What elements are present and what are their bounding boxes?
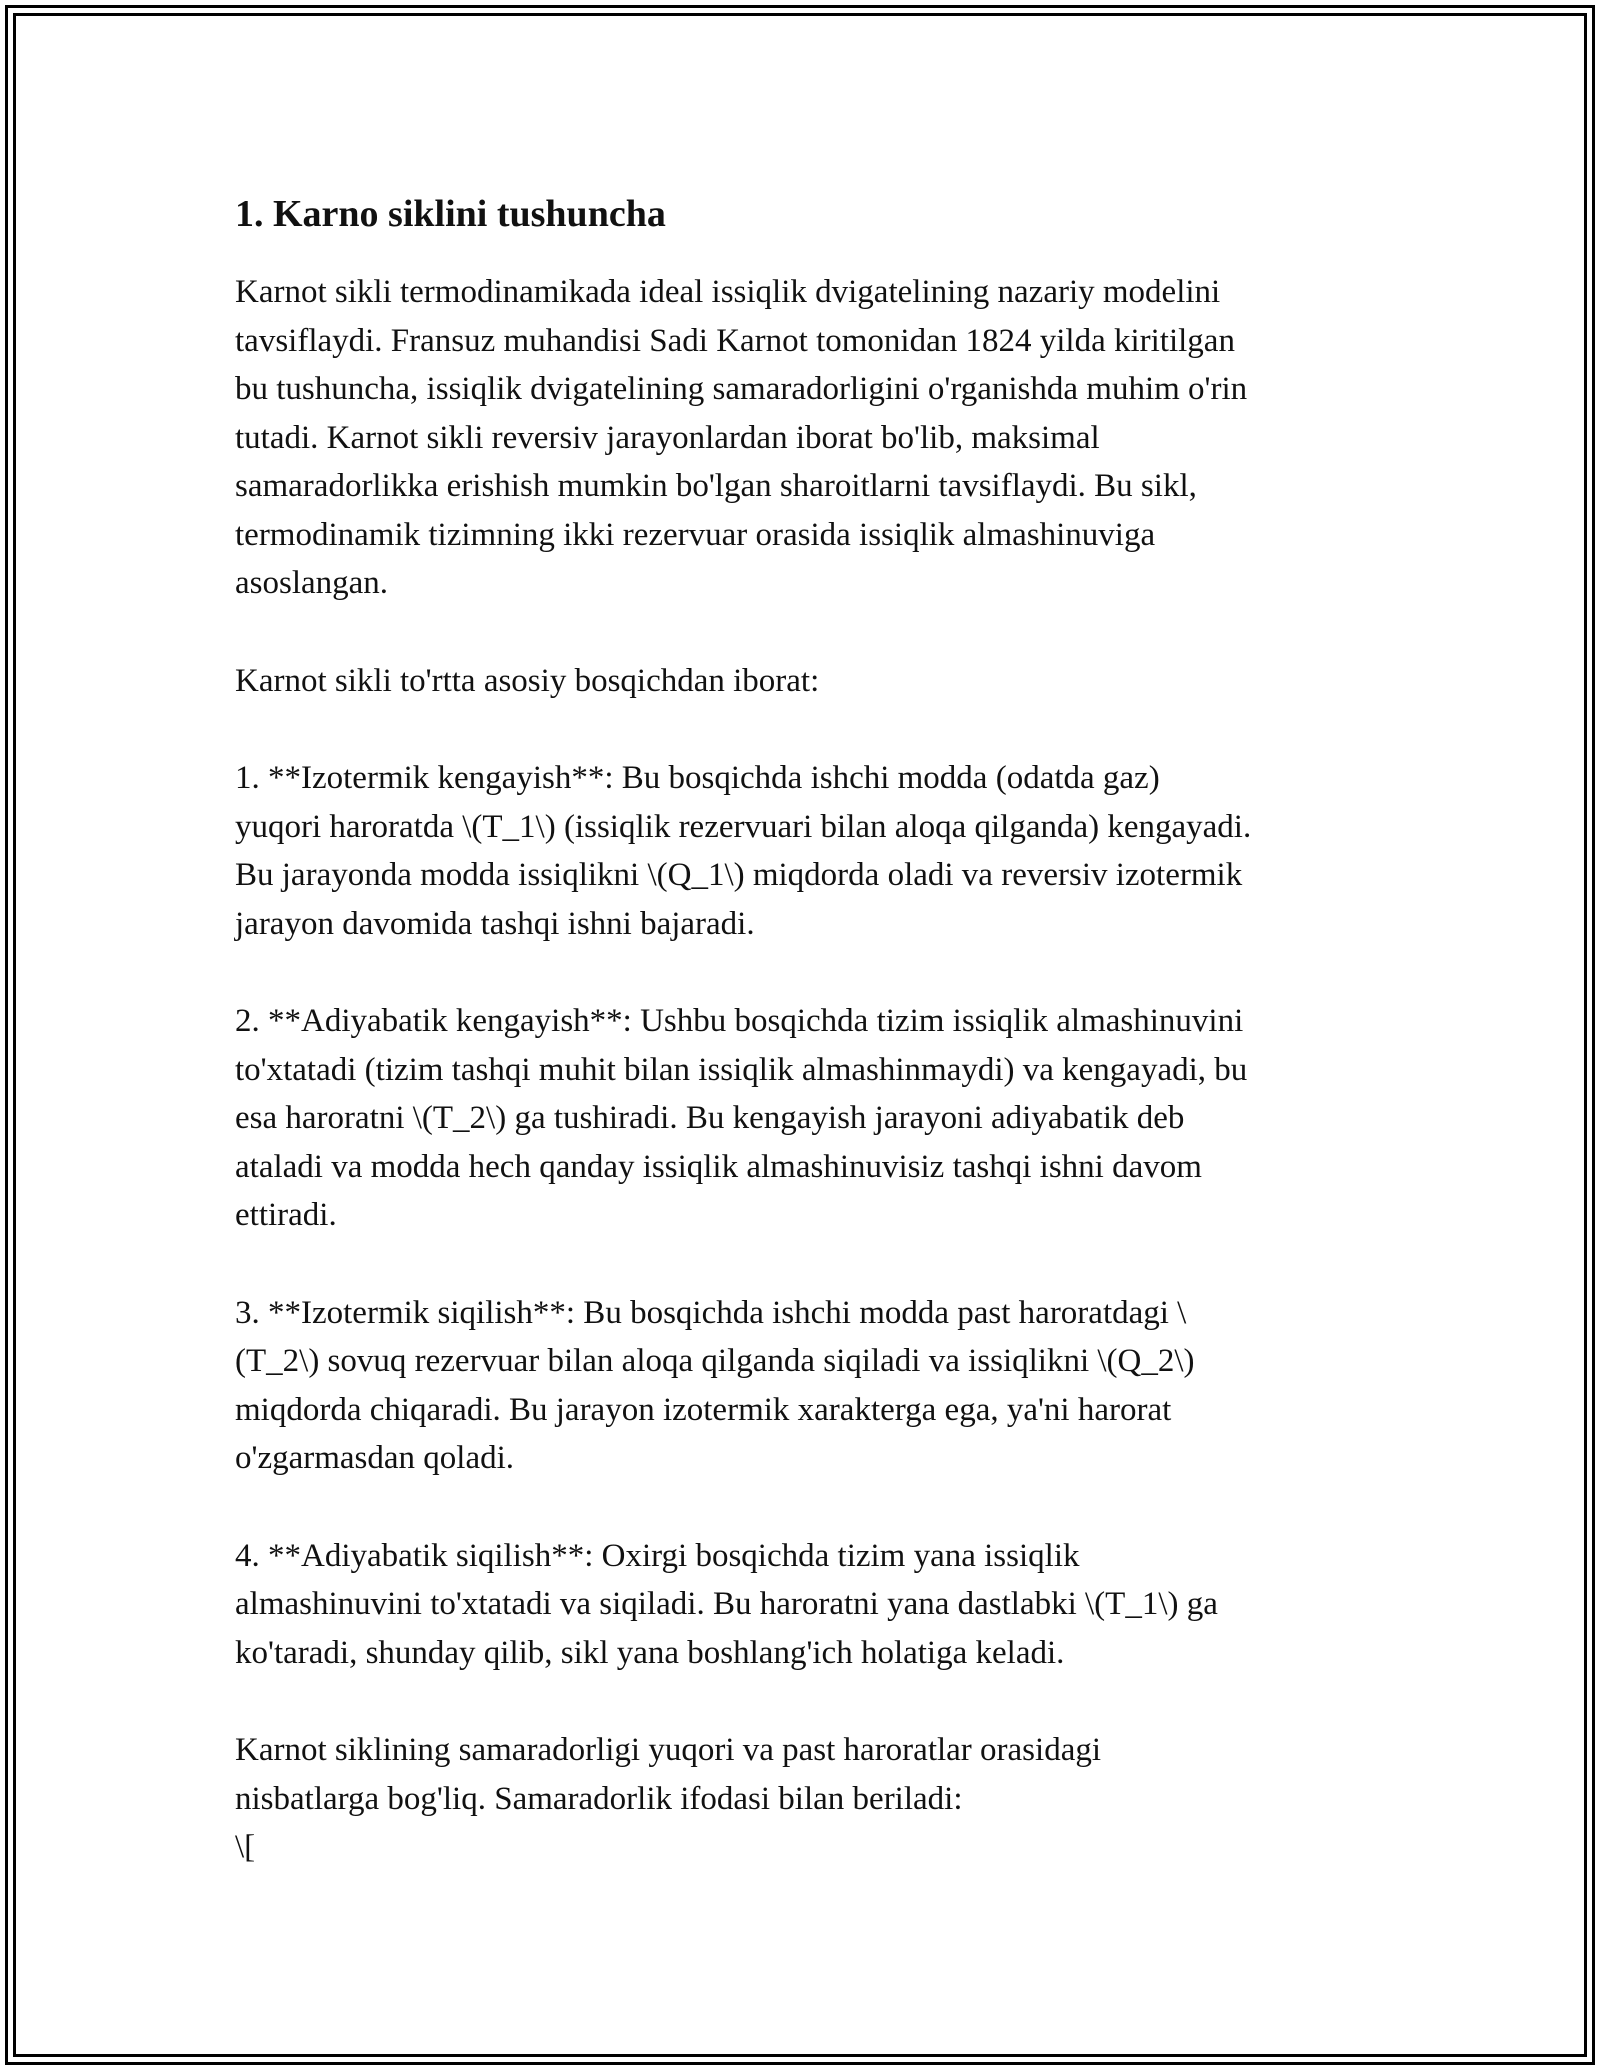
stage-1-paragraph: 1. **Izotermik kengayish**: Bu bosqichda ishchi modda (odatda gaz) yuqori haroratda \(T_1\) (issiqlik rezervuari bilan aloqa qilganda) kengayadi. Bu jarayonda modda issiqlikni \(Q_1\) miqdorda oladi va reversiv izotermik jarayon davomida tashqi ishni bajaradi. — [235, 760, 1252, 942]
section-heading: 1. Karno siklini tushuncha — [235, 193, 666, 235]
stages-intro-paragraph: Karnot sikli to'rtta asosiy bosqichdan iborat: — [235, 662, 820, 699]
stage-2-paragraph: 2. **Adiyabatik kengayish**: Ushbu bosqichda tizim issiqlik almashinuvini to'xtatadi (tizim tashqi muhit bilan issiqlik almashinmaydi) va kengayadi, bu esa haroratni \(T_2\) ga tushiradi. Bu kengayish jarayoni adiyabatik deb ataladi va modda hech qanday issiqlik almashinuvisiz tashqi ishni davom ettiradi. — [235, 1003, 1248, 1233]
document-body — [235, 188, 1375, 1872]
intro-paragraph: Karnot sikli termodinamikada ideal issiqlik dvigatelining nazariy modelini tavsiflaydi. Fransuz muhandisi Sadi Karnot tomonidan 1824 yilda kiritilgan bu tushuncha, issiqlik dvigatelining samaradorligini o'rganishda muhim o'rin tutadi. Karnot sikli reversiv jarayonlardan iborat bo'lib, maksimal samaradorlikka erishish mumkin bo'lgan sharoitlarni tavsiflaydi. Bu sikl, termodinamik tizimning ikki rezervuar orasida issiqlik almashinuviga asoslangan. — [235, 274, 1248, 601]
stage-4-paragraph: 4. **Adiyabatik siqilish**: Oxirgi bosqichda tizim yana issiqlik almashinuvini to'xtatadi va siqiladi. Bu haroratni yana dastlabki \(T_1\) ga ko'taradi, shunday qilib, sikl yana boshlang'ich holatiga keladi. — [235, 1537, 1218, 1671]
efficiency-paragraph: Karnot siklining samaradorligi yuqori va past haroratlar orasidagi nisbatlarga bog'liq. Samaradorlik ifodasi bilan beriladi: \[ — [235, 1732, 1102, 1865]
stage-3-paragraph: 3. **Izotermik siqilish**: Bu bosqichda ishchi modda past haroratdagi \ (T_2\) sovuq rezervuar bilan aloqa qilganda siqiladi va issiqlikni \(Q_2\) miqdorda chiqaradi. Bu jarayon izotermik xarakterga ega, ya'ni harorat o'zgarmasdan qoladi. — [235, 1294, 1195, 1476]
